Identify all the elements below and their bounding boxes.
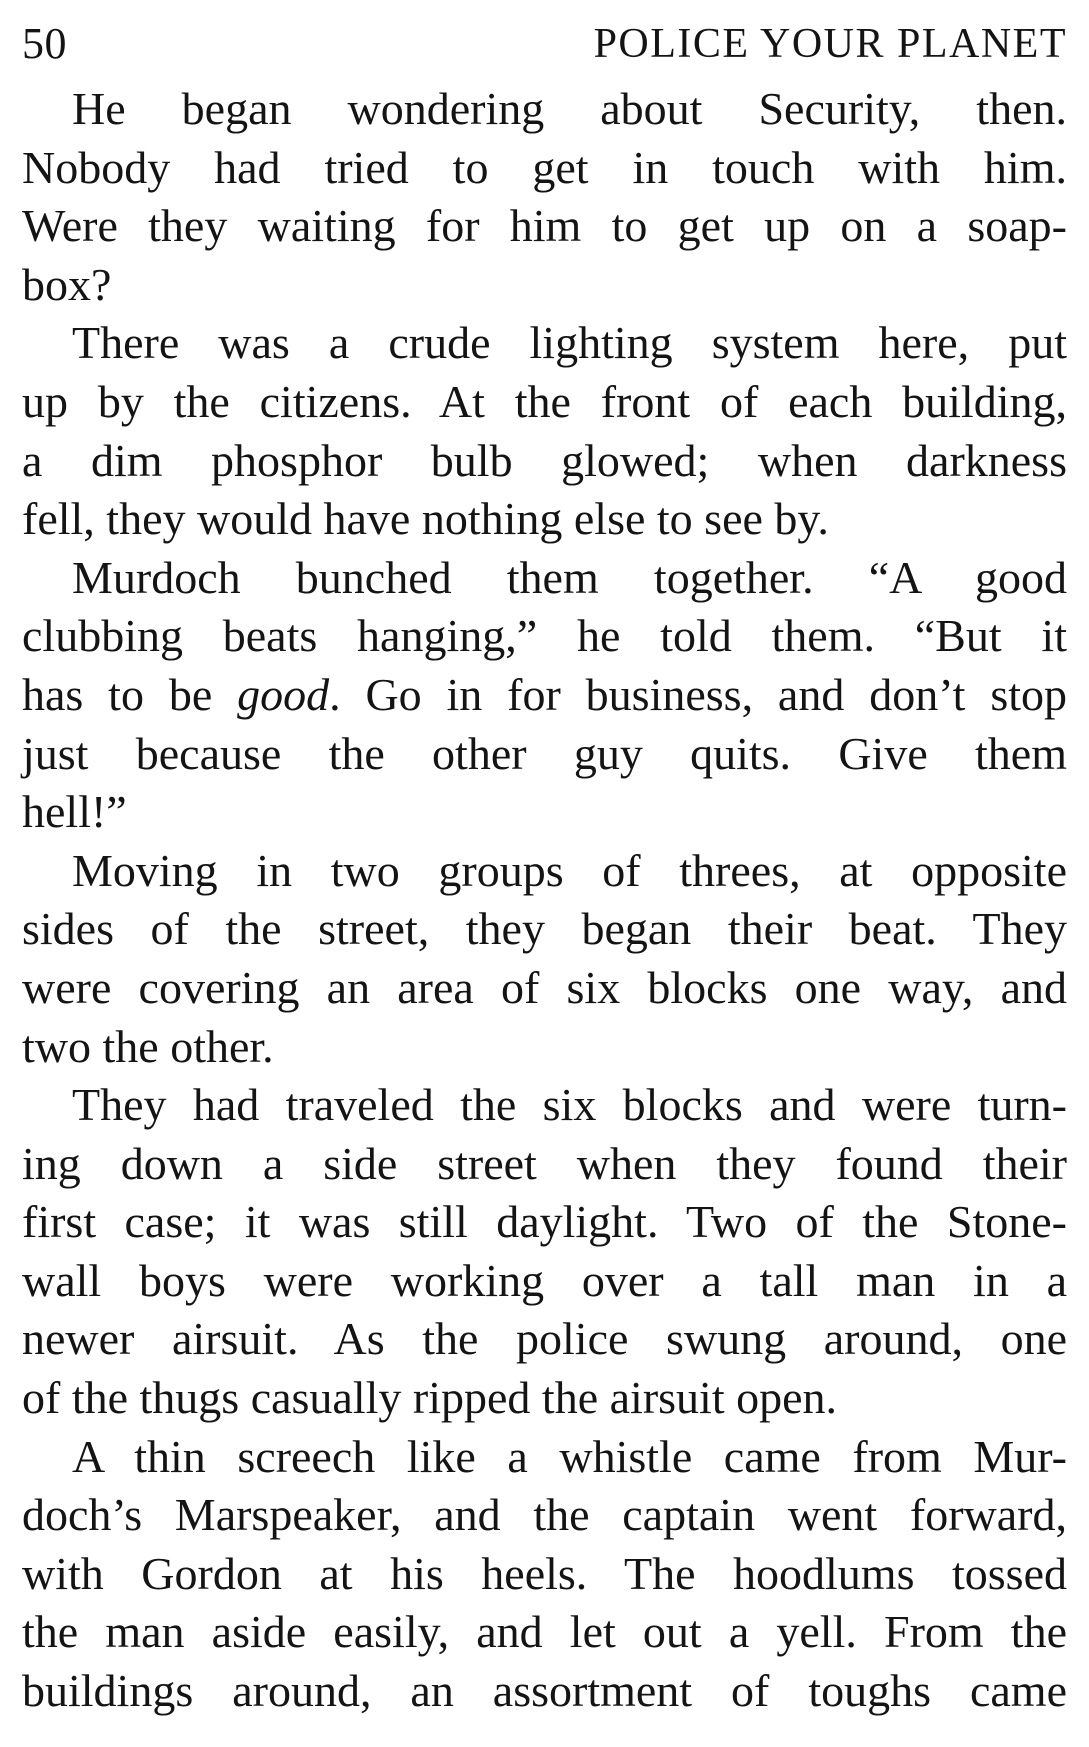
text-run: has to be	[22, 668, 238, 720]
text-line: a dim phosphor bulb glowed; when darkness	[22, 434, 1067, 486]
text-line: buildings around, an assortment of toughs came	[22, 1665, 1067, 1717]
page-number: 50	[22, 19, 67, 68]
text-line: just because the other guy quits. Give them	[22, 727, 1067, 779]
text-line: They had traveled the six blocks and were turn-	[72, 1079, 1067, 1131]
text-line: the man aside easily, and let out a yell. From the	[22, 1606, 1067, 1658]
text-line: There was a crude lighting system here, put	[72, 317, 1067, 369]
emphasis-text: good	[237, 668, 330, 720]
text-line: wall boys were working over a tall man in a	[22, 1254, 1067, 1306]
paragraph-5	[22, 1076, 1067, 1428]
text-line: newer airsuit. As the police swung around, one	[22, 1313, 1067, 1365]
text-run: . Go in for business, and don’t stop	[329, 668, 1068, 720]
text-line: Moving in two groups of threes, at opposite	[72, 844, 1067, 896]
text-line	[22, 666, 1067, 725]
paragraph-1	[22, 80, 1067, 314]
text-line: clubbing beats hanging,” he told them. “But it	[22, 610, 1067, 662]
text-line: sides of the street, they began their beat. They	[22, 903, 1067, 955]
text-line: box?	[22, 258, 112, 310]
text-line: were covering an area of six blocks one way, and	[22, 961, 1067, 1013]
text-line: of the thugs casually ripped the airsuit open.	[22, 1372, 838, 1424]
text-line: Nobody had tried to get in touch with him.	[22, 141, 1067, 193]
running-head	[22, 14, 1067, 74]
text-line: first case; it was still daylight. Two of the Stone-	[22, 1196, 1067, 1248]
text-line: A thin screech like a whistle came from Mur-	[72, 1430, 1067, 1482]
text-line: ing down a side street when they found their	[22, 1137, 1067, 1189]
book-title: POLICE YOUR PLANET	[593, 21, 1067, 67]
text-line: He began wondering about Security, then.	[72, 83, 1067, 134]
paragraph-4	[22, 842, 1067, 1076]
text-line: Were they waiting for him to get up on a soap-	[22, 200, 1067, 252]
paragraph-6	[22, 1428, 1067, 1721]
paragraph-2	[22, 314, 1067, 548]
paragraph-3	[22, 549, 1067, 842]
text-line: doch’s Marspeaker, and the captain went forward,	[22, 1489, 1067, 1541]
body-text	[22, 80, 1067, 1721]
text-line: fell, they would have nothing else to see by.	[22, 493, 829, 545]
text-line: with Gordon at his heels. The hoodlums tossed	[22, 1547, 1067, 1599]
text-line: hell!”	[22, 786, 127, 838]
text-line: two the other.	[22, 1020, 274, 1072]
text-line: up by the citizens. At the front of each building,	[22, 375, 1067, 427]
text-line: Murdoch bunched them together. “A good	[72, 551, 1067, 603]
